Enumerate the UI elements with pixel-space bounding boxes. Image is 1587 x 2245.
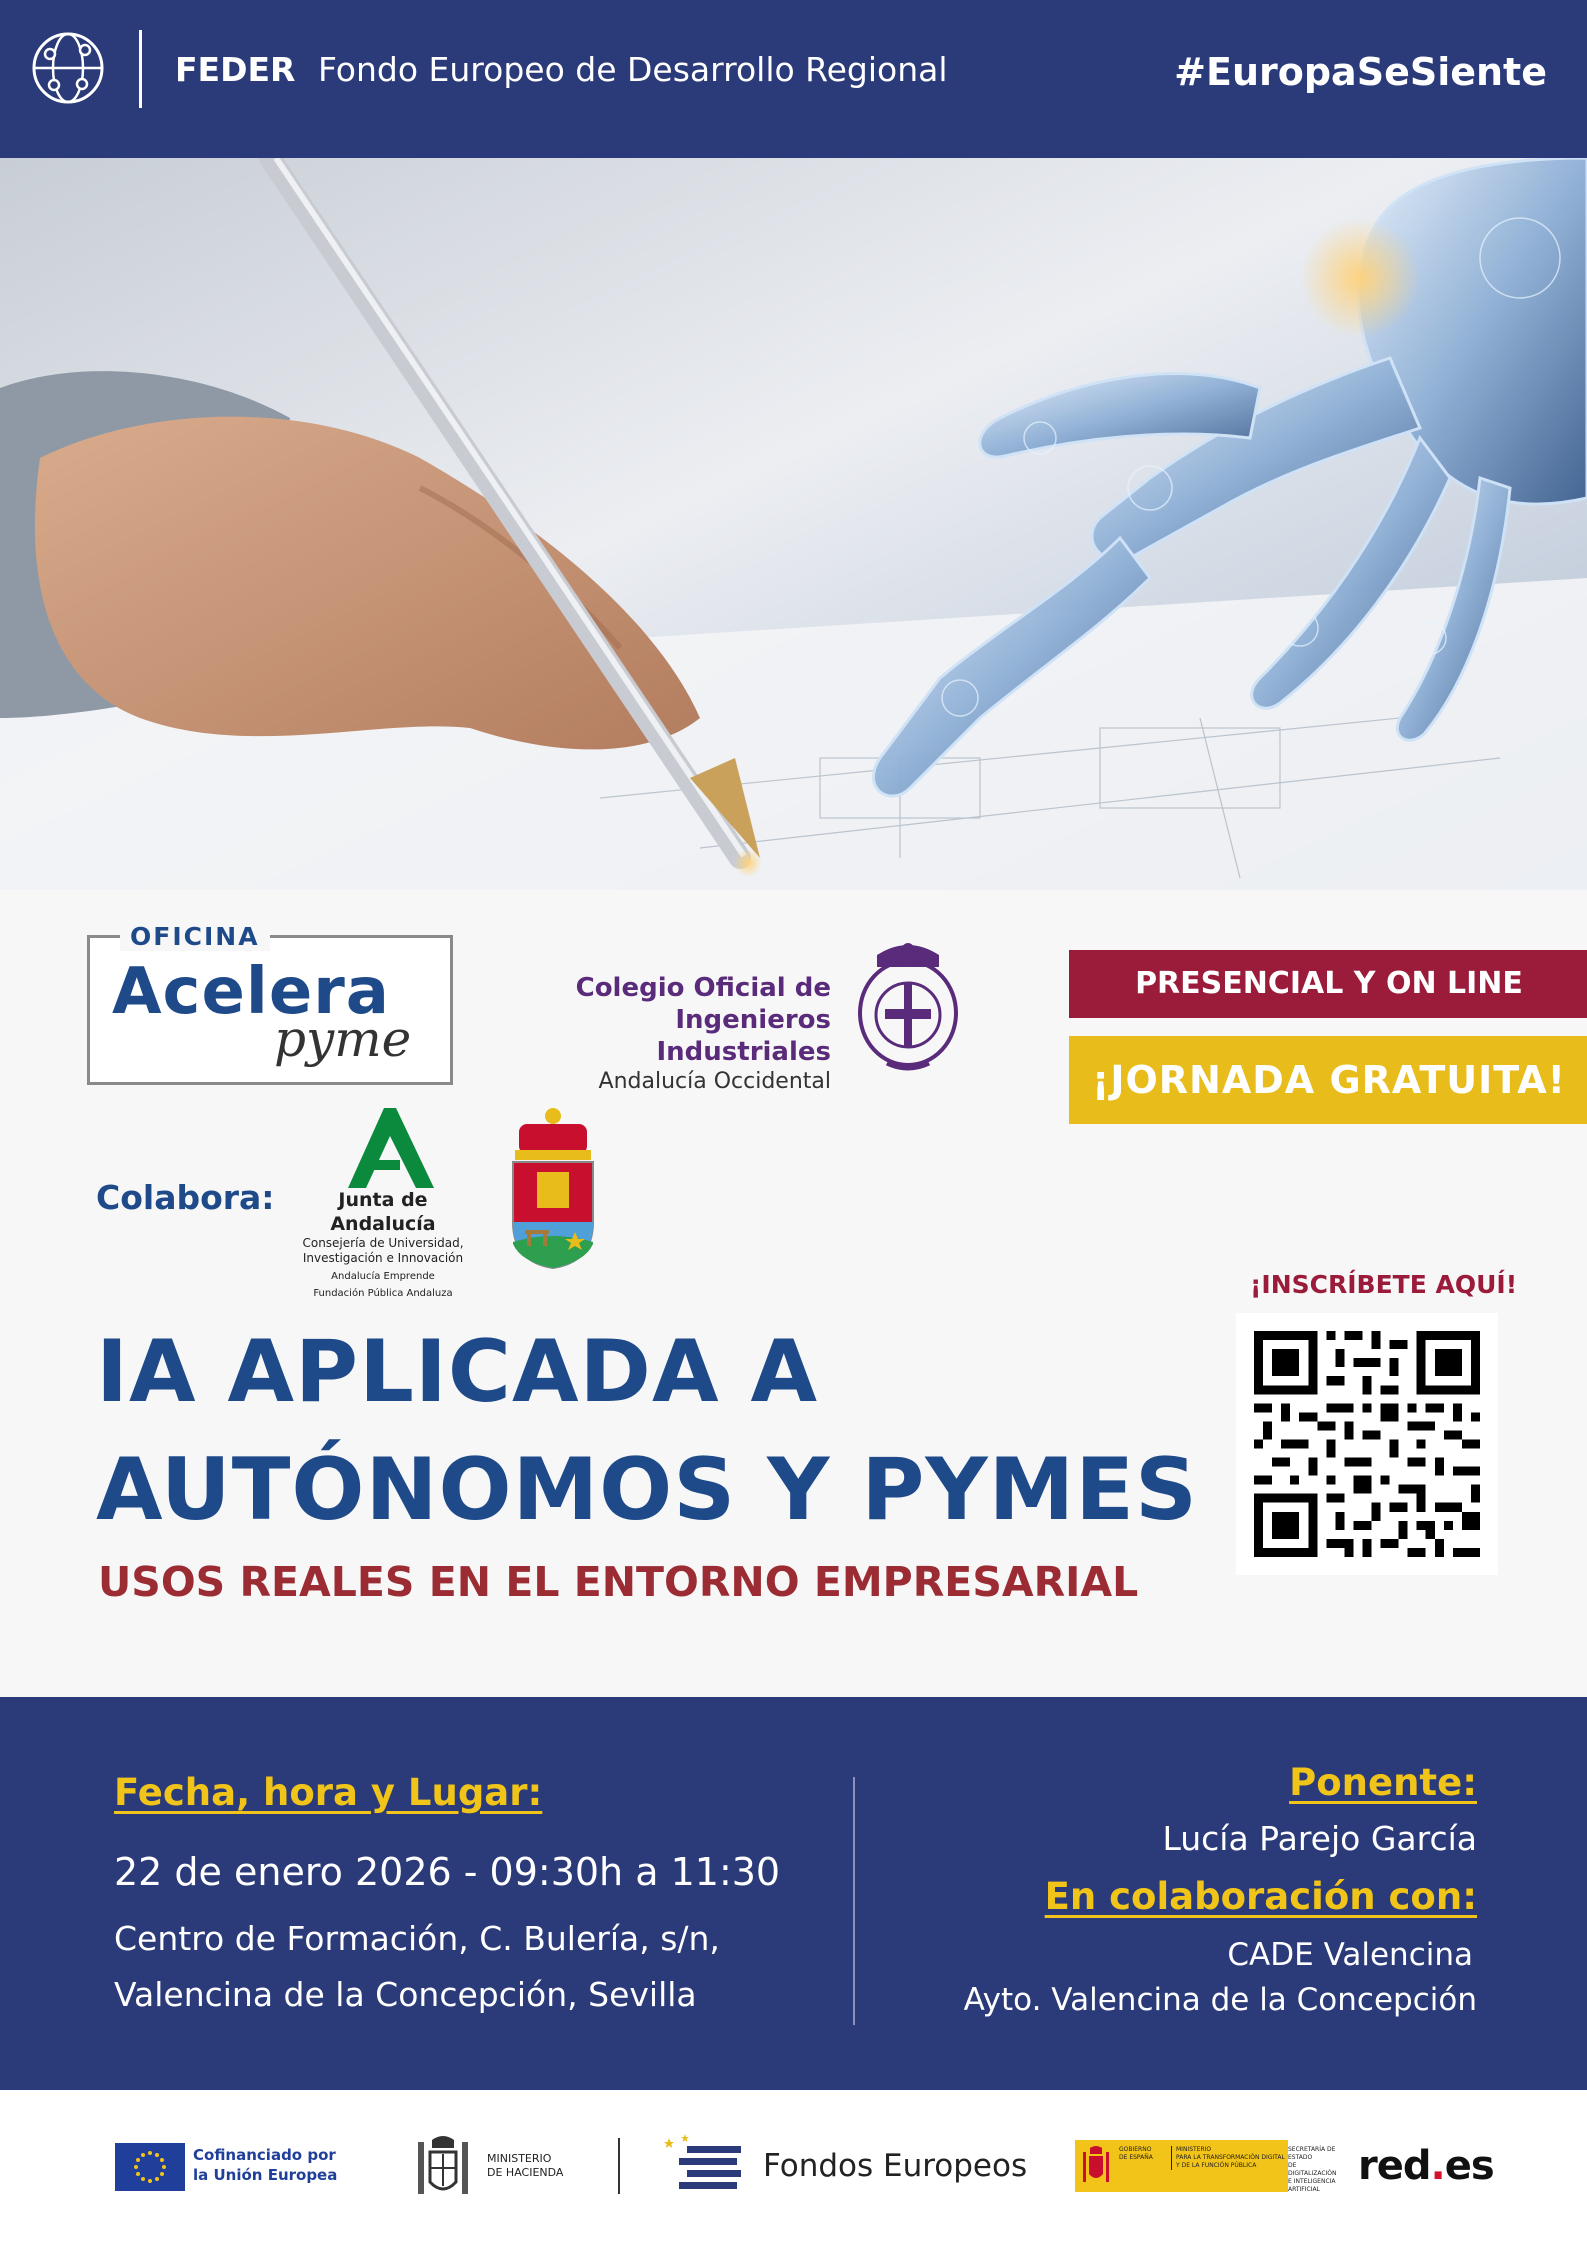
coiiaoc-line3: Andalucía Occidental	[598, 1069, 831, 1094]
jornada-gratuita-badge: ¡JORNADA GRATUITA!	[1069, 1036, 1587, 1124]
presencial-badge: PRESENCIAL Y ON LINE	[1069, 950, 1587, 1018]
coiiaoc-line2: Ingenieros Industriales	[656, 1005, 831, 1067]
qr-code-graphic	[1236, 1313, 1498, 1575]
sec-line1: SECRETARÍA DE ESTADO	[1288, 2146, 1336, 2161]
coiiaoc-crest-icon	[847, 935, 969, 1075]
colaboracion-line2: Ayto. Valencina de la Concepción	[963, 1982, 1477, 2018]
fondos-europeos-logo-icon	[663, 2134, 751, 2198]
min-line2: PARA LA TRANSFORMACIÓN DIGITAL	[1176, 2154, 1285, 2161]
fecha-value: 22 de enero 2026 - 09:30h a 11:30	[114, 1850, 781, 1894]
junta-line1: Consejería de Universidad,	[302, 1236, 464, 1250]
junta-line3: Andalucía Emprende	[331, 1271, 435, 1282]
junta-andalucia-logo-icon	[334, 1108, 434, 1190]
lugar-line1: Centro de Formación, C. Bulería, s/n,	[114, 1919, 720, 1958]
junta-title: Junta de Andalucía	[330, 1189, 436, 1235]
gob-line2: DE ESPAÑA	[1119, 2154, 1153, 2161]
hacienda-text	[487, 2152, 563, 2180]
coiiaoc-line1: Colegio Oficial de	[575, 973, 831, 1003]
reds-dot: .	[1430, 2143, 1445, 2189]
hacienda-line1: MINISTERIO	[487, 2152, 552, 2165]
qr-code-icon[interactable]	[1236, 1313, 1498, 1575]
top-bar	[0, 0, 1587, 158]
ponente-value: Lucía Parejo García	[1162, 1819, 1477, 1858]
spain-crest-small-icon	[1081, 2146, 1111, 2186]
red-es-logo	[1358, 2143, 1494, 2189]
town-crest-icon	[505, 1102, 601, 1270]
colaboracion-line1: CADE Valencina	[1227, 1937, 1473, 1973]
sec-line3: E INTELIGENCIA ARTIFICIAL	[1288, 2178, 1336, 2193]
secretaria-estado-logo	[1288, 2140, 1346, 2192]
lugar-line2: Valencina de la Concepción, Sevilla	[114, 1975, 697, 2014]
footer-divider	[618, 2138, 620, 2194]
secretaria-text	[1288, 2146, 1346, 2194]
hashtag: #EuropaSeSiente	[1174, 50, 1547, 94]
gobierno-text	[1119, 2146, 1153, 2162]
colabora-label: Colabora:	[96, 1178, 275, 1217]
fecha-heading: Fecha, hora y Lugar:	[114, 1771, 543, 1814]
pyme-label: pyme	[274, 1010, 412, 1068]
globe-icon	[30, 30, 106, 106]
reds-main: red	[1358, 2143, 1431, 2189]
hand-and-robot-hand-photo	[0, 158, 1587, 890]
fondos-europeos-text: Fondos Europeos	[763, 2148, 1028, 2184]
spain-crest-icon	[410, 2132, 476, 2202]
reds-end: es	[1444, 2143, 1494, 2189]
eu-line1: Cofinanciado por	[193, 2146, 336, 2164]
inscribete-label: ¡INSCRÍBETE AQUÍ!	[1250, 1270, 1518, 1299]
colaboracion-heading: En colaboración con:	[1044, 1875, 1477, 1918]
oficina-label: OFICINA	[120, 922, 270, 951]
sec-line2: DE DIGITALIZACIÓN	[1288, 2162, 1337, 2177]
eu-line2: la Unión Europea	[193, 2166, 338, 2184]
eu-cofinanciado-text	[193, 2145, 337, 2185]
junta-line4: Fundación Pública Andaluza	[313, 1288, 453, 1299]
title-line2: AUTÓNOMOS Y PYMES	[96, 1440, 1198, 1540]
acelera-label: Acelera	[112, 955, 390, 1029]
subtitle: USOS REALES EN EL ENTORNO EMPRESARIAL	[98, 1558, 1139, 1606]
gob-line1: GOBIERNO	[1119, 2146, 1152, 2153]
ministerio-td-text	[1171, 2146, 1285, 2170]
coiiaoc-logo	[496, 972, 831, 1096]
feder-subtitle: Fondo Europeo de Desarrollo Regional	[318, 50, 948, 89]
junta-andalucia-text	[290, 1188, 476, 1300]
feder-label: FEDER	[175, 50, 296, 89]
title-line1: IA APLICADA A	[96, 1322, 818, 1422]
hacienda-line2: DE HACIENDA	[487, 2166, 564, 2179]
min-line3: Y DE LA FUNCIÓN PÚBLICA	[1176, 2162, 1257, 2169]
junta-line2: Investigación e Innovación	[302, 1251, 464, 1265]
info-divider	[853, 1777, 855, 2025]
ponente-heading: Ponente:	[1289, 1761, 1477, 1804]
header-divider	[139, 30, 142, 108]
eu-flag-icon	[115, 2143, 185, 2191]
footer-logos	[0, 2090, 1587, 2245]
min-line1: MINISTERIO	[1176, 2146, 1212, 2153]
hero-image	[0, 158, 1587, 890]
event-info-band	[0, 1697, 1587, 2090]
